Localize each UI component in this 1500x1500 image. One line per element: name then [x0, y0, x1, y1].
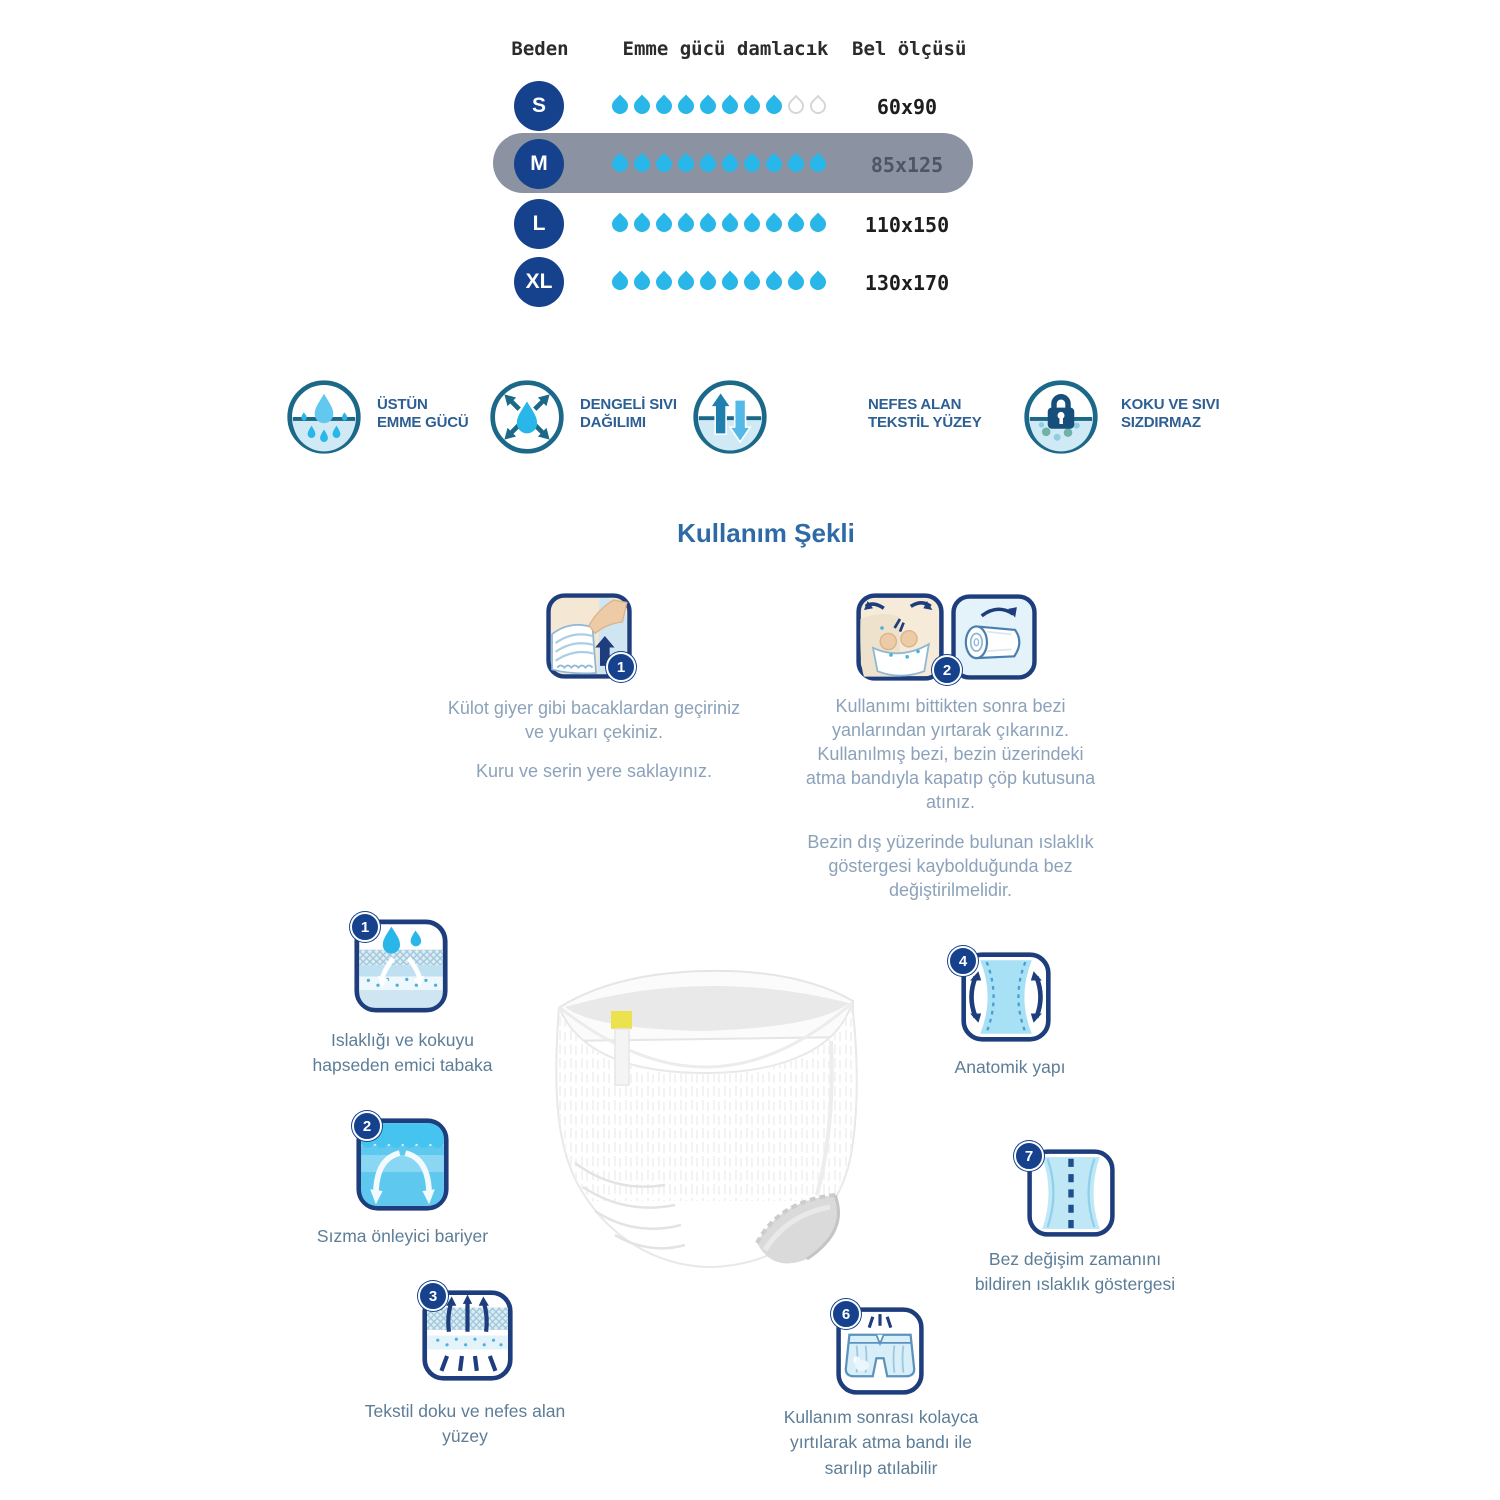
callout-label: Tekstil doku ve nefes alan yüzey [364, 1401, 566, 1447]
droplet-filled-icon [631, 271, 654, 294]
droplet-empty-icon [785, 95, 808, 118]
droplet-filled-icon [697, 153, 720, 176]
wetness-tag [611, 1011, 632, 1029]
product-image [535, 945, 875, 1305]
droplet-filled-icon [719, 95, 742, 118]
callout-number-badge: 2 [352, 1111, 382, 1141]
usage-step2-text: Kullanımı bittikten sonra bezi yanlarından yırtarak çıkarınız. Kullanılmış bezi, bezin üzerindeki atma bandıyla kapatıp çöp kutusuna atınız. Bezin dış yüzerinde bulunan ıslaklık göstergesi kaybolduğunda bez değiştirilmelidir. [805, 696, 1096, 900]
droplet-filled-icon [631, 153, 654, 176]
droplet-filled-icon [675, 153, 698, 176]
liquid-distribution-icon [488, 378, 566, 456]
absorbency-drops-icon [285, 378, 363, 456]
size-badge-m: M [514, 139, 564, 189]
droplet-filled-icon [741, 153, 764, 176]
header-size: Beden [511, 38, 569, 60]
droplet-filled-icon [741, 271, 764, 294]
droplet-row [612, 269, 826, 295]
usage-title: Kullanım Şekli [677, 518, 855, 548]
droplet-filled-icon [785, 213, 808, 236]
droplet-filled-icon [675, 213, 698, 236]
usage-step2-roll-icon [950, 591, 1038, 683]
droplet-filled-icon [785, 153, 808, 176]
size-badge-l: L [514, 199, 564, 249]
droplet-filled-icon [785, 271, 808, 294]
callout-number-badge: 7 [1014, 1141, 1044, 1171]
size-badge-s: S [514, 81, 564, 131]
droplet-filled-icon [741, 95, 764, 118]
droplet-filled-icon [609, 213, 632, 236]
droplet-filled-icon [763, 153, 786, 176]
droplet-filled-icon [719, 153, 742, 176]
droplet-filled-icon [763, 95, 786, 118]
header-waist: Bel ölçüsü [852, 38, 967, 60]
callout-label: Islaklığı ve kokuyu hapseden emici tabaka [312, 1030, 493, 1076]
droplet-filled-icon [741, 213, 764, 236]
size-badge-xl: XL [514, 257, 564, 307]
droplet-filled-icon [807, 271, 830, 294]
header-absorbency: Emme gücü damlacık [622, 38, 829, 60]
feature-label: NEFES ALAN TEKSTİL YÜZEY [868, 396, 982, 431]
droplet-filled-icon [675, 271, 698, 294]
droplet-filled-icon [653, 213, 676, 236]
droplet-filled-icon [653, 95, 676, 118]
droplet-filled-icon [763, 213, 786, 236]
droplet-filled-icon [609, 153, 632, 176]
droplet-filled-icon [807, 153, 830, 176]
droplet-filled-icon [675, 95, 698, 118]
feature-label: DENGELİ SIVI DAĞILIMI [580, 396, 677, 431]
droplet-filled-icon [807, 213, 830, 236]
droplet-row [612, 211, 826, 237]
droplet-filled-icon [697, 95, 720, 118]
callout-number-badge: 6 [831, 1299, 861, 1329]
droplet-filled-icon [719, 213, 742, 236]
callout-label: Sızma önleyici bariyer [316, 1226, 489, 1246]
droplet-filled-icon [609, 271, 632, 294]
droplet-empty-icon [807, 95, 830, 118]
callout-label: Kullanım sonrası kolayca yırtılarak atma bandı ile sarılıp atılabilir [783, 1407, 979, 1478]
usage-step1-number-badge: 1 [606, 652, 636, 682]
droplet-row [612, 93, 826, 119]
droplet-row [612, 151, 826, 177]
callout-number-badge: 4 [948, 946, 978, 976]
feature-label: KOKU VE SIVI SIZDIRMAZ [1121, 396, 1220, 431]
size-table [0, 0, 1500, 330]
droplet-filled-icon [719, 271, 742, 294]
droplet-filled-icon [653, 153, 676, 176]
droplet-filled-icon [653, 271, 676, 294]
usage-step1-text: Külot giyer gibi bacaklardan geçiriniz ve yukarı çekiniz. Kuru ve serin yere saklayınız. [447, 698, 741, 782]
droplet-filled-icon [631, 95, 654, 118]
waist-value: 110x150 [864, 213, 950, 237]
callout-number-badge: 1 [350, 912, 380, 942]
droplet-filled-icon [697, 213, 720, 236]
waist-value: 130x170 [864, 271, 950, 295]
droplet-filled-icon [609, 95, 632, 118]
callout-label: Anatomik yapı [954, 1057, 1066, 1077]
waist-value: 60x90 [876, 95, 938, 119]
waist-value: 85x125 [870, 153, 944, 177]
breathable-surface-icon [691, 378, 769, 456]
feature-label: ÜSTÜN EMME GÜCÜ [377, 396, 469, 431]
droplet-filled-icon [763, 271, 786, 294]
callout-label: Bez değişim zamanını bildiren ıslaklık göstergesi [974, 1249, 1176, 1295]
odor-liquid-lock-icon [1022, 378, 1100, 456]
droplet-filled-icon [697, 271, 720, 294]
callout-number-badge: 3 [418, 1281, 448, 1311]
usage-step2-number-badge: 2 [932, 655, 962, 685]
droplet-filled-icon [631, 213, 654, 236]
